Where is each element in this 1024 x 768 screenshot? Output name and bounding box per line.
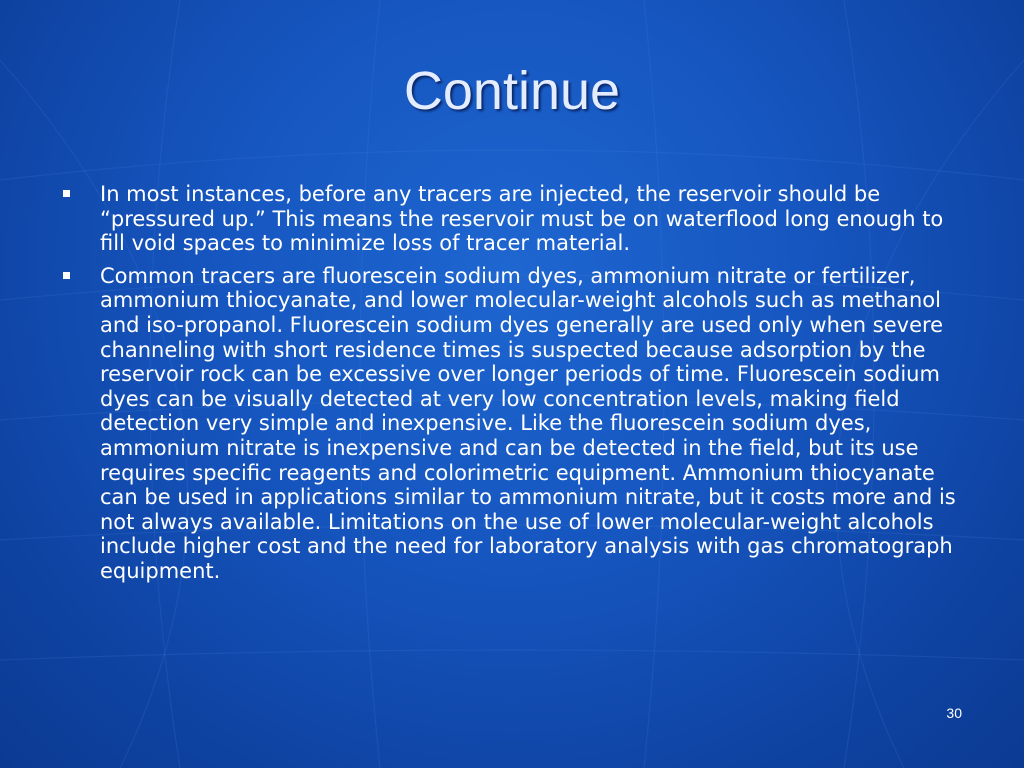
page-number: 30 xyxy=(946,705,962,721)
bullet-list xyxy=(60,182,965,592)
bullet-text: In most instances, before any tracers are injected, the reservoir should be “pressured up.” This means the reservoir must be on waterflood long enough to fill void spaces to minimize loss of tracer material. xyxy=(100,182,944,256)
bullet-item xyxy=(60,182,965,256)
slide-title: Continue xyxy=(403,61,621,121)
bullet-item xyxy=(60,264,965,584)
square-bullet-icon xyxy=(63,272,70,279)
bullet-text: Common tracers are fluorescein sodium dyes, ammonium nitrate or fertilizer, ammonium thiocyanate, and lower molecular-weight alcohols such as methanol and iso-propanol. Fluorescein sodium dyes generally are used only when severe channeling with short residence times is suspected because adsorption by the reservoir rock can be excessive over longer periods of time. Fluorescein sodium dyes can be visually detected at very low concentration levels, making field detection very simple and inexpensive. Like the fluorescein sodium dyes, ammonium nitrate is inexpensive and can be detected in the field, but its use requires specific reagents and colorimetric equipment. Ammonium thiocyanate can be used in applications similar to ammonium nitrate, but it costs more and is not always available. Limitations on the use of lower molecular-weight alcohols include higher cost and the need for laboratory analysis with gas chromatograph equipment. xyxy=(100,263,956,583)
square-bullet-icon xyxy=(63,190,70,197)
